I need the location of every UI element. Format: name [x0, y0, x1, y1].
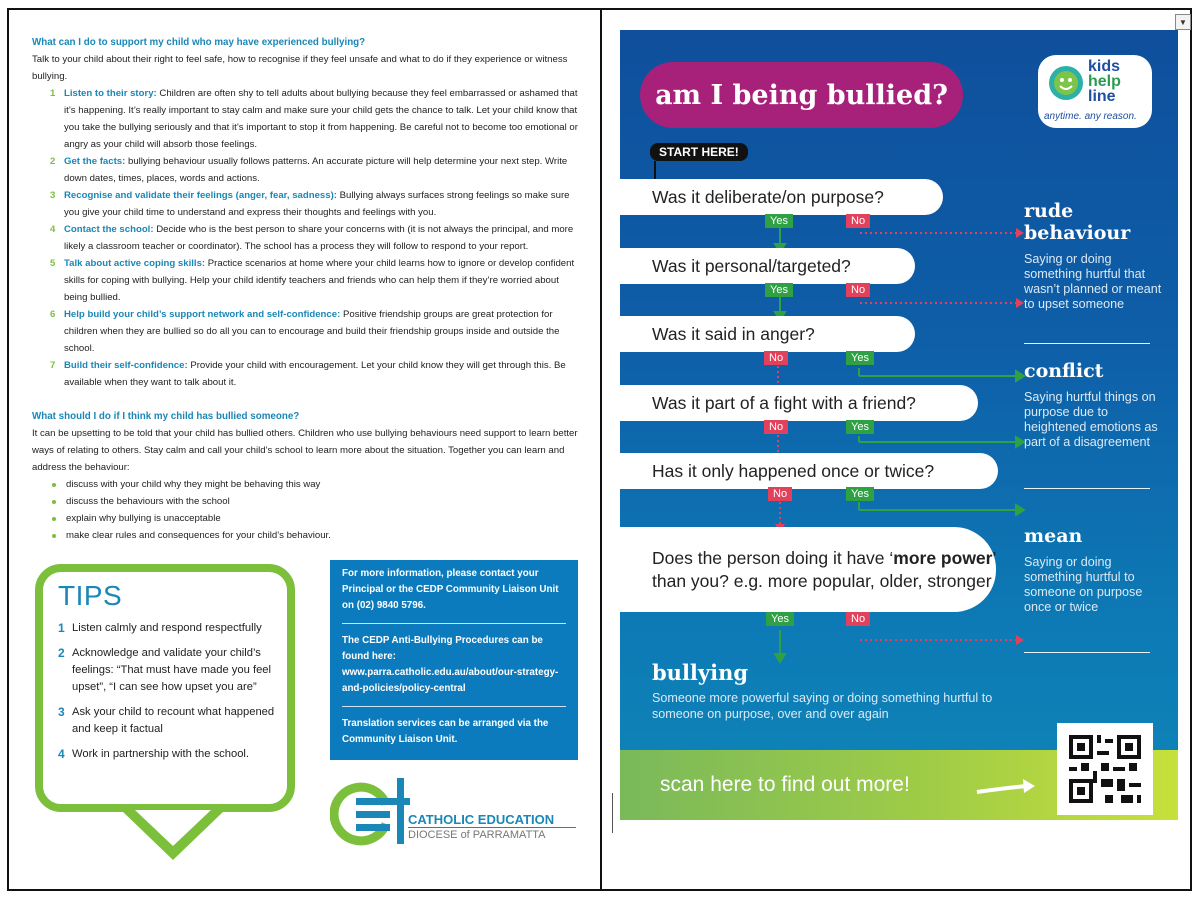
list-item — [32, 510, 582, 527]
bullet-dot-icon — [52, 500, 56, 504]
scan-text: scan here to find out more! — [660, 773, 910, 796]
tip-number: 3 — [58, 705, 65, 719]
result-title: rude behaviour — [1024, 200, 1131, 244]
info-divider — [342, 623, 566, 624]
question-2: Was it personal/targeted? — [620, 248, 915, 284]
no-tag: No — [764, 420, 788, 434]
bullet-dot-icon — [52, 534, 56, 538]
list-item — [32, 153, 582, 187]
tip-item — [58, 645, 283, 696]
list-item — [32, 357, 582, 391]
result-divider — [1024, 652, 1150, 653]
result-divider — [1024, 488, 1150, 489]
tips-list — [58, 620, 283, 771]
start-here-label: START HERE! — [650, 143, 748, 161]
no-tag: No — [768, 487, 792, 501]
step-number: 6 — [50, 309, 56, 320]
tip-text: Acknowledge and validate your child’s feelings: “That must have made you feel upset”, “I can see how upset you are” — [72, 647, 271, 693]
step-number: 5 — [50, 258, 56, 269]
no-tag: No — [846, 283, 870, 297]
dropdown-arrow-icon[interactable]: ▼ — [1175, 14, 1191, 30]
bullet-dot-icon — [52, 483, 56, 487]
result-desc: Saying or doing something hurtful to someone on purpose once or twice — [1024, 555, 1143, 614]
yes-tag: Yes — [765, 283, 793, 297]
poster-title: am I being bullied? — [640, 62, 963, 128]
no-tag: No — [846, 612, 870, 626]
info-divider — [342, 706, 566, 707]
bullet-dot-icon — [52, 517, 56, 521]
q6-bold: more power — [893, 547, 993, 568]
list-item — [32, 493, 582, 510]
tip-number: 2 — [58, 646, 65, 660]
heading-bullied-someone: What should I do if I think my child has bullied someone? — [32, 411, 300, 422]
tip-item — [58, 746, 283, 763]
question-3: Was it said in anger? — [620, 316, 915, 352]
tip-text: Ask your child to recount what happened and keep it factual — [72, 706, 275, 735]
result-conflict — [1024, 360, 1164, 450]
question-4: Was it part of a fight with a friend? — [620, 385, 978, 421]
list-item — [32, 476, 582, 493]
yes-tag: Yes — [765, 214, 793, 228]
tip-text: Work in partnership with the school. — [72, 748, 250, 760]
step-text: Children are often shy to tell adults about bullying because they feel embarrassed or ashamed that it’s happening. It’s really important to stay calm and make sure your child gets the chance to talk. Let your child know that you take the bullying seriously and that it’s important to stop it from happening. Be careful not to become too emotional or angry as your child will absorb those feelings. — [64, 88, 578, 150]
info-box — [330, 560, 578, 760]
action-bullets — [32, 476, 582, 544]
bullet-text: make clear rules and consequences for your child’s behaviour. — [66, 530, 331, 541]
step-text: Bullying always surfaces strong feelings so make sure you give your child time to understand and express their thoughts and feelings with you. — [64, 190, 570, 218]
intro-paragraph: Talk to your child about their right to feel safe, how to recognise if they feel unsafe and what to do if they experience or witness bullying. — [32, 54, 568, 82]
brand-line: line — [1088, 88, 1116, 105]
tip-number: 1 — [58, 621, 65, 635]
yes-tag: Yes — [766, 612, 794, 626]
step-lead: Recognise and validate their feelings (anger, fear, sadness): — [64, 190, 337, 201]
list-item — [32, 221, 582, 255]
tip-text: Listen calmly and respond respectfully — [72, 622, 262, 634]
result-title: conflict — [1024, 360, 1104, 382]
yes-tag: Yes — [846, 351, 874, 365]
bullet-text: discuss with your child why they might be behaving this way — [66, 479, 321, 490]
no-tag: No — [846, 214, 870, 228]
result-divider — [1024, 343, 1150, 344]
step-number: 4 — [50, 224, 56, 235]
q6-part-b: ’ than you? e.g. more popular, older, stronger — [652, 547, 996, 591]
step-lead: Build their self-confidence: — [64, 360, 188, 371]
smiley-icon — [1046, 63, 1086, 103]
list-item — [32, 306, 582, 357]
tip-item — [58, 704, 283, 738]
qr-code-icon — [1057, 723, 1153, 815]
step-number: 2 — [50, 156, 56, 167]
info-contact: For more information, please contact your Principal or the CEDP Community Liaison Unit on (02) 9840 5796. — [342, 568, 559, 611]
step-text: Provide your child with encouragement. Let your child know they will get through this. Be available when they want to talk about it. — [64, 360, 566, 388]
step-text: Practice scenarios at home where your child learns how to ignore or develop confident skills for coping with bullying. Help your child identify teachers and friends who can help them if they’re worried about being bullied. — [64, 258, 575, 303]
logo-rule — [408, 827, 576, 828]
step-lead: Get the facts: — [64, 156, 126, 167]
brand-kids: kids — [1088, 58, 1121, 75]
tip-number: 4 — [58, 747, 65, 761]
step-lead: Help build your child’s support network and self-confidence: — [64, 309, 341, 320]
question-6 — [620, 527, 996, 612]
step-number: 7 — [50, 360, 56, 371]
result-rude-behaviour — [1024, 200, 1164, 312]
qr-code[interactable] — [1057, 723, 1153, 815]
step-number: 3 — [50, 190, 56, 201]
step-number: 1 — [50, 88, 56, 99]
result-desc: Saying hurtful things on purpose due to heightened emotions as part of a disagreement — [1024, 390, 1158, 449]
tips-title: TIPS — [58, 580, 123, 611]
question-6-text — [652, 547, 996, 593]
step-lead: Talk about active coping skills: — [64, 258, 206, 269]
bullying-desc: Someone more powerful saying or doing something hurtful to someone on purpose, over and over again — [652, 691, 993, 721]
yes-tag: Yes — [846, 420, 874, 434]
list-item — [32, 187, 582, 221]
text-cursor — [612, 793, 613, 833]
logo-line1: CATHOLIC EDUCATION — [408, 812, 555, 827]
result-desc: Saying or doing something hurtful that wasn’t planned or meant to upset someone — [1024, 252, 1162, 311]
yes-tag: Yes — [846, 487, 874, 501]
no-tag: No — [764, 351, 788, 365]
list-item — [32, 255, 582, 306]
question-5: Has it only happened once or twice? — [620, 453, 998, 489]
support-steps — [32, 85, 582, 391]
arrow-right-icon — [975, 778, 1037, 800]
result-title: mean — [1024, 525, 1083, 547]
kids-helpline-logo — [1038, 55, 1152, 128]
result-mean — [1024, 525, 1164, 615]
brand-tagline: anytime. any reason. — [1044, 111, 1137, 122]
brand-help: help — [1088, 73, 1121, 90]
step-lead: Listen to their story: — [64, 88, 157, 99]
bullet-text: discuss the behaviours with the school — [66, 496, 230, 507]
step-text: Positive friendship groups are great protection for children when they are bullied so do all you can to encourage and build their friendship groups inside and outside the school. — [64, 309, 560, 354]
bullying-title: bullying — [652, 660, 749, 685]
step-text: bullying behaviour usually follows patterns. An accurate picture will help determine your next step. Write down dates, times, places, words and actions. — [64, 156, 568, 184]
list-item — [32, 527, 582, 544]
list-item — [32, 85, 582, 153]
info-translation: Translation services can be arranged via the Community Liaison Unit. — [342, 718, 549, 745]
question-1: Was it deliberate/on purpose? — [620, 179, 943, 215]
step-lead: Contact the school: — [64, 224, 154, 235]
info-procedures[interactable]: The CEDP Anti-Bullying Procedures can be found here: www.parra.catholic.edu.au/about/our-strategy-and-policies/policy-central — [342, 635, 559, 694]
left-page-text — [32, 34, 582, 544]
bullet-text: explain why bullying is unacceptable — [66, 513, 221, 524]
q6-part-a: Does the person doing it have ‘ — [652, 547, 894, 568]
logo-line2: DIOCESE of PARRAMATTA — [408, 829, 546, 841]
page-divider — [600, 8, 602, 891]
step-text: Decide who is the best person to share your concerns with (it is not always the principal, and more likely a classroom teacher or coordinator). The school has a process they will follow to respond to your report. — [64, 224, 574, 252]
heading-support: What can I do to support my child who may have experienced bullying? — [32, 37, 366, 48]
tips-bubble-tail-inner — [135, 810, 211, 846]
tip-item — [58, 620, 283, 637]
paragraph-bullied-someone: It can be upsetting to be told that your child has bullied others. Children who use bullying behaviours need support to learn better ways of relating to others. Stay calm and call your child’s school to learn more about the situation. Together you can learn and address the behaviour: — [32, 428, 578, 473]
